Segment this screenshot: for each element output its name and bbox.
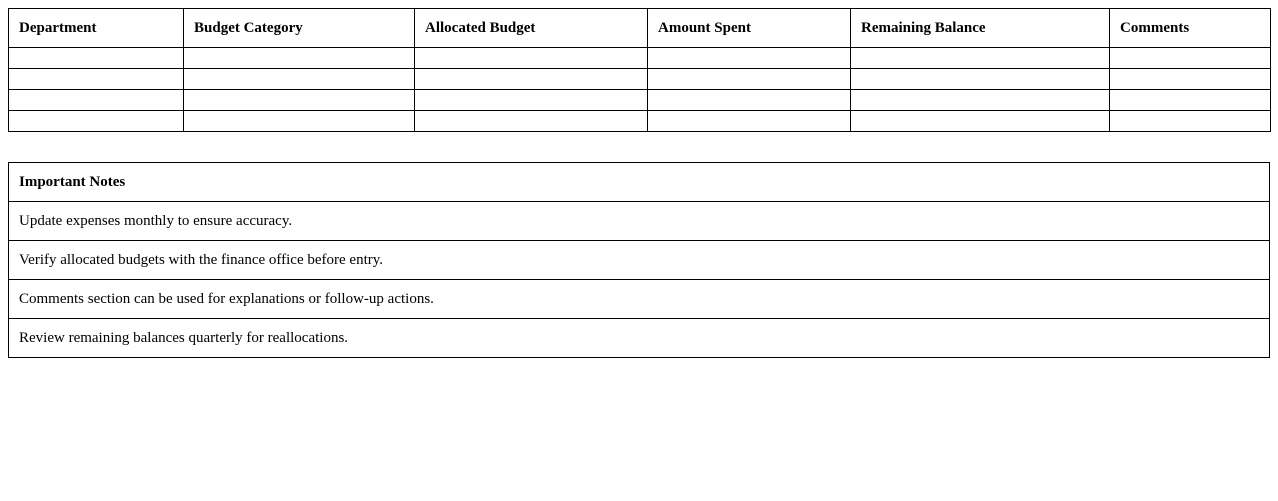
table-cell[interactable] [415,90,648,111]
table-cell[interactable] [1110,90,1271,111]
note-item: Verify allocated budgets with the finance office before entry. [9,241,1270,280]
table-cell[interactable] [184,69,415,90]
table-cell[interactable] [851,69,1110,90]
table-cell[interactable] [648,48,851,69]
table-cell[interactable] [851,48,1110,69]
table-cell[interactable] [184,90,415,111]
table-cell[interactable] [648,111,851,132]
table-cell[interactable] [1110,48,1271,69]
header-remaining-balance: Remaining Balance [851,9,1110,48]
note-item: Comments section can be used for explanations or follow-up actions. [9,280,1270,319]
table-cell[interactable] [1110,111,1271,132]
note-row [9,241,1270,280]
header-department: Department [9,9,184,48]
table-cell[interactable] [9,111,184,132]
note-row [9,319,1270,358]
note-item: Review remaining balances quarterly for reallocations. [9,319,1270,358]
table-row [9,90,1271,111]
table-cell[interactable] [415,111,648,132]
note-row [9,202,1270,241]
table-cell[interactable] [415,48,648,69]
table-cell[interactable] [851,111,1110,132]
notes-title: Important Notes [9,163,1270,202]
header-amount-spent: Amount Spent [648,9,851,48]
table-cell[interactable] [648,90,851,111]
header-budget-category: Budget Category [184,9,415,48]
table-cell[interactable] [648,69,851,90]
notes-header-row [9,163,1270,202]
table-cell[interactable] [1110,69,1271,90]
table-row [9,69,1271,90]
table-cell[interactable] [415,69,648,90]
table-cell[interactable] [851,90,1110,111]
note-row [9,280,1270,319]
header-comments: Comments [1110,9,1271,48]
budget-table [8,8,1271,132]
table-cell[interactable] [9,69,184,90]
table-cell[interactable] [184,48,415,69]
table-cell[interactable] [9,90,184,111]
note-item: Update expenses monthly to ensure accuracy. [9,202,1270,241]
table-row [9,48,1271,69]
budget-header-row [9,9,1271,48]
table-row [9,111,1271,132]
header-allocated-budget: Allocated Budget [415,9,648,48]
table-cell[interactable] [9,48,184,69]
table-cell[interactable] [184,111,415,132]
notes-table [8,162,1270,358]
